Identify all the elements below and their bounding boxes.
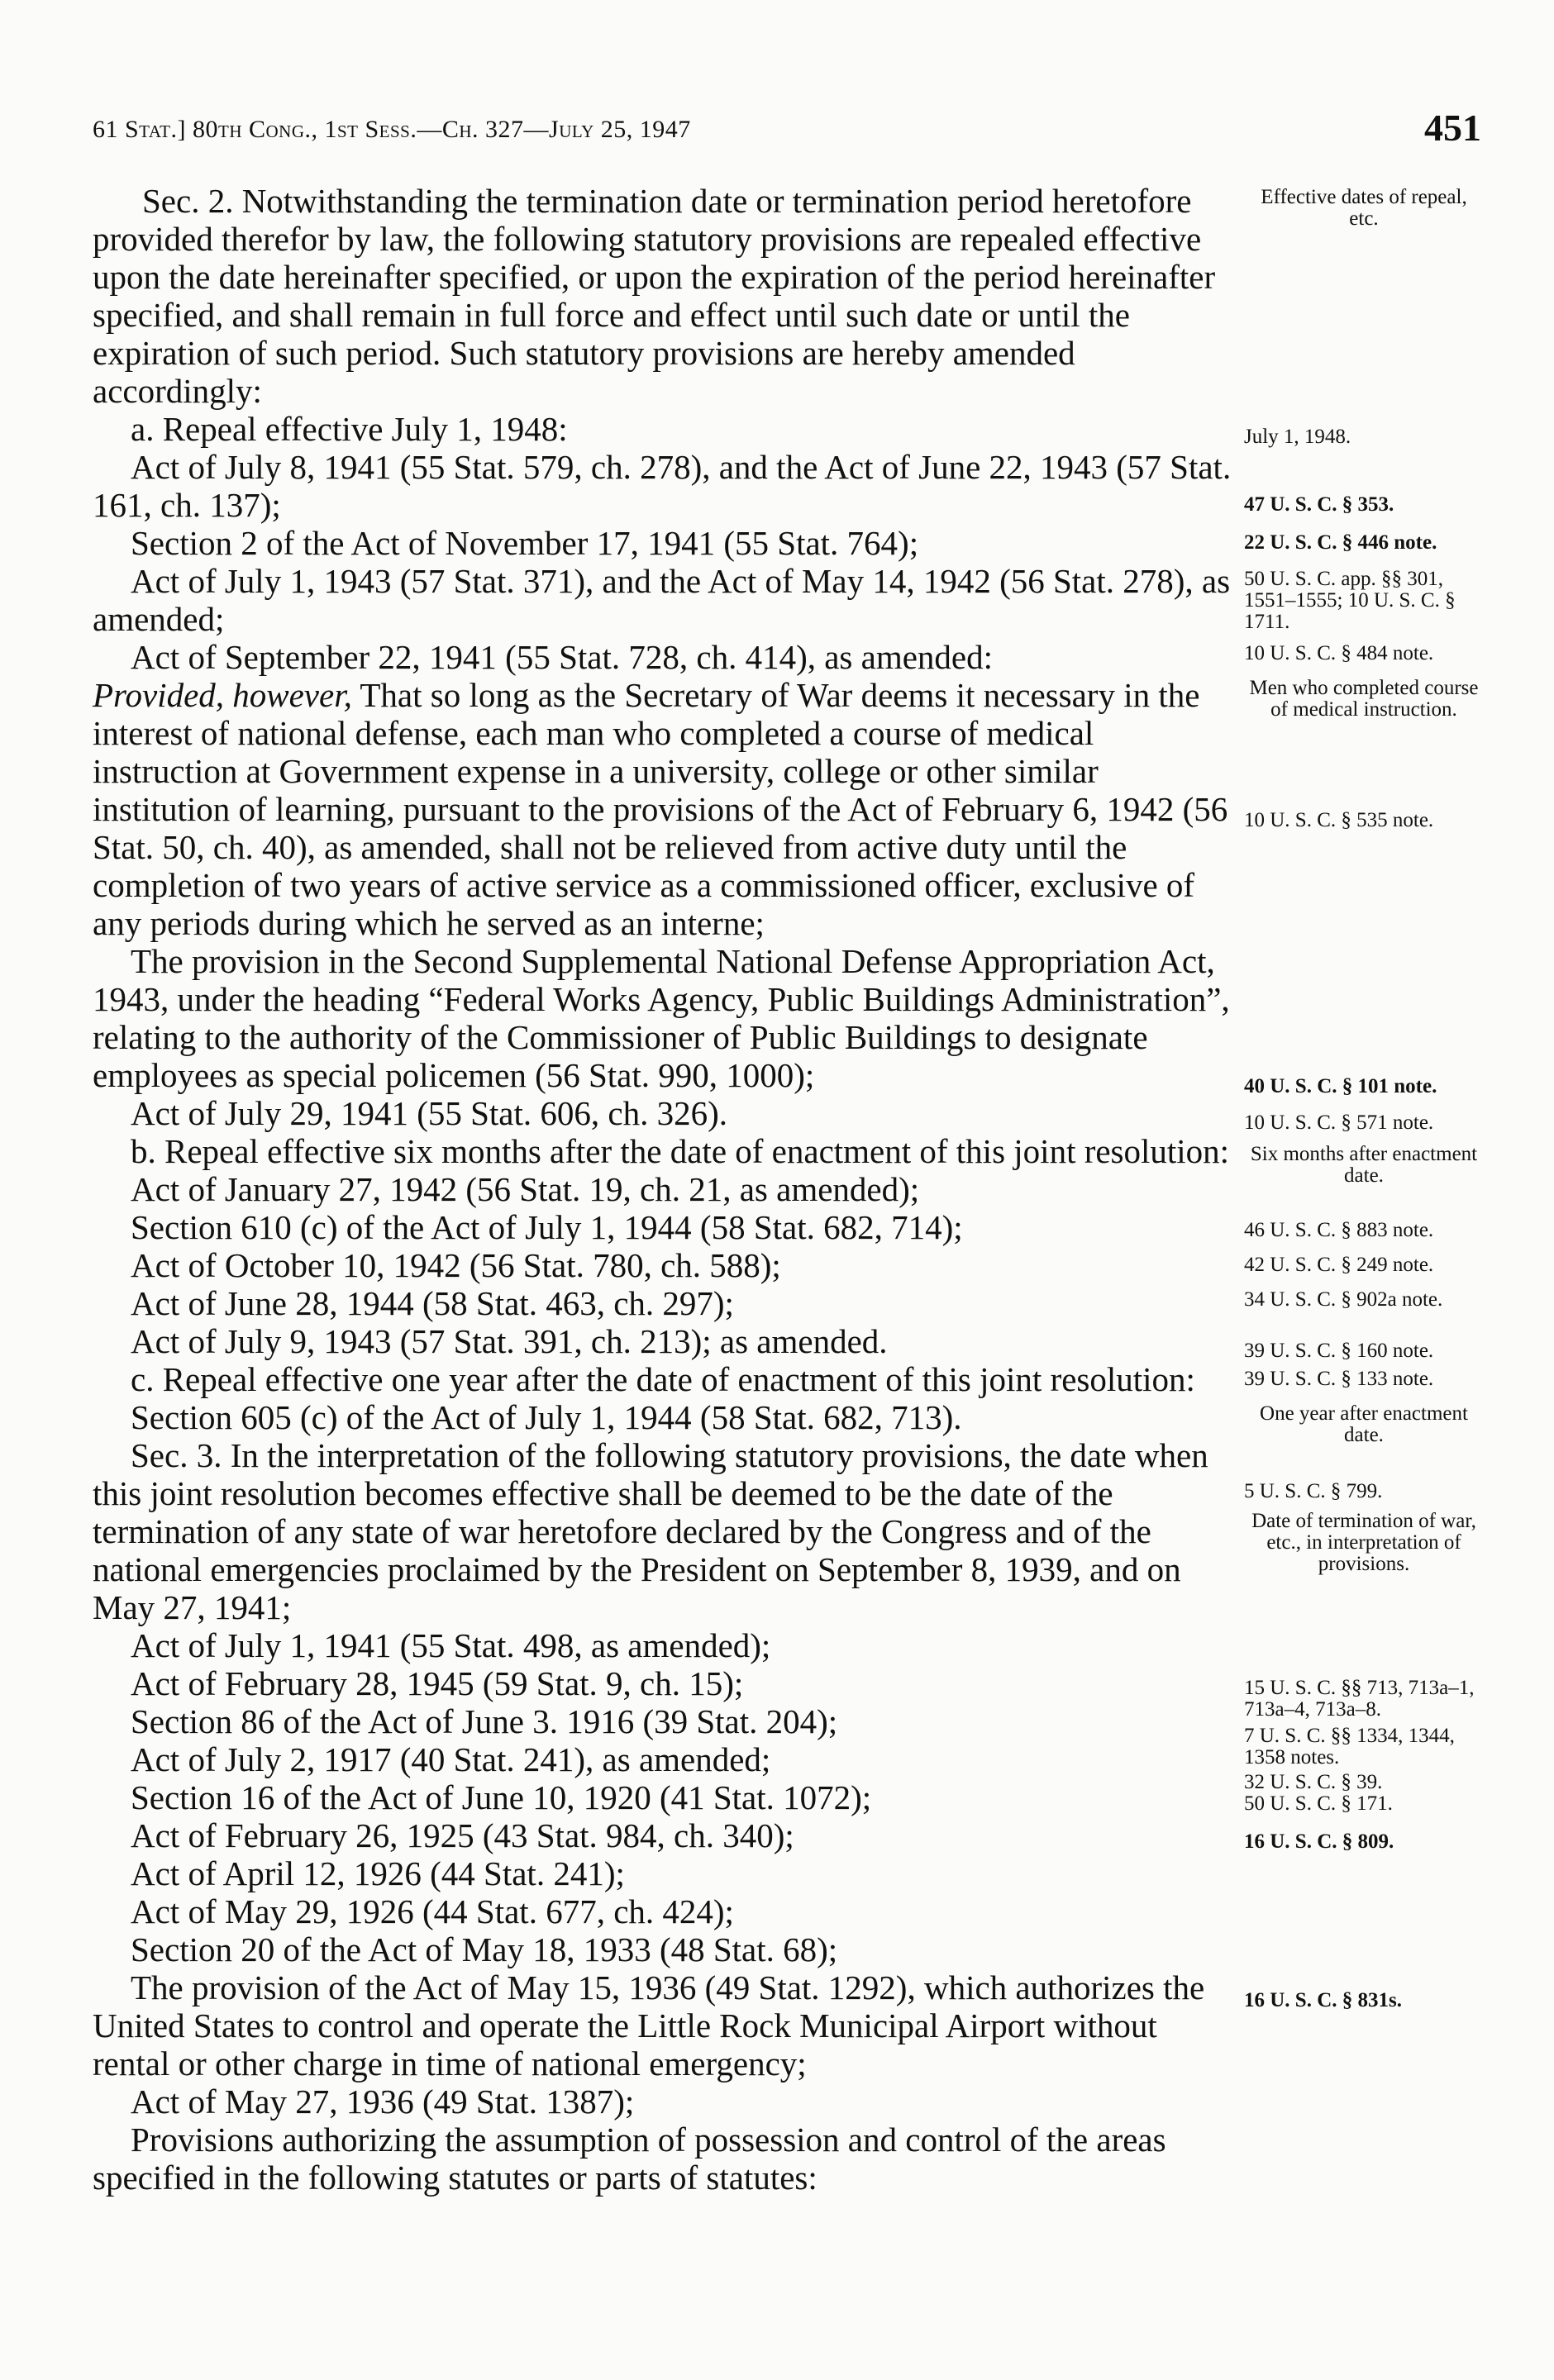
clause-c-item-1: Section 605 (c) of the Act of July 1, 1944 (58 Stat. 682, 713). [131, 1398, 962, 1436]
margin-note-34usc902a: 34 U. S. C. § 902a note. [1244, 1288, 1443, 1311]
margin-note-39usc133: 39 U. S. C. § 133 note. [1244, 1368, 1434, 1390]
margin-note-effective-dates: Effective dates of repeal, etc. [1261, 186, 1467, 230]
proviso-paragraph [93, 676, 1233, 942]
statute-text [93, 182, 1233, 2197]
margin-note-16usc831s: 16 U. S. C. § 831s. [1244, 1989, 1402, 2011]
sec3-item-1: Act of July 1, 1941 (55 Stat. 498, as amended); [131, 1626, 771, 1664]
margin-note-50usc171: 50 U. S. C. § 171. [1244, 1792, 1393, 1815]
margin-note-5usc799: 5 U. S. C. § 799. [1244, 1480, 1383, 1502]
running-head [93, 107, 1481, 169]
margin-note-32usc39: 32 U. S. C. § 39. [1244, 1771, 1383, 1793]
clause-b-item-4: Act of June 28, 1944 (58 Stat. 463, ch. 297); [131, 1284, 734, 1322]
margin-note-39usc160: 39 U. S. C. § 160 note. [1244, 1340, 1434, 1362]
sec3-item-5: Section 16 of the Act of June 10, 1920 (41 Stat. 1072); [131, 1778, 872, 1816]
proviso-italic-lead: Provided, however, [93, 676, 352, 714]
clause-b-item-2: Section 610 (c) of the Act of July 1, 1944 (58 Stat. 682, 714); [131, 1208, 963, 1246]
page-number: 451 [1424, 107, 1481, 149]
margin-note-16usc809: 16 U. S. C. § 809. [1244, 1830, 1394, 1853]
sec3-item-3: Section 86 of the Act of June 3. 1916 (39 Stat. 204); [131, 1702, 838, 1740]
clause-b-item-5: Act of July 9, 1943 (57 Stat. 391, ch. 213); as amended. [131, 1322, 888, 1360]
clause-a-item-6: Act of July 29, 1941 (55 Stat. 606, ch. 326). [131, 1094, 727, 1132]
margin-note-10usc484: 10 U. S. C. § 484 note. [1244, 642, 1434, 664]
margin-note-15usc713: 15 U. S. C. §§ 713, 713a–1, 713a–4, 713a–8. [1244, 1677, 1475, 1721]
sec3-item-9: Section 20 of the Act of May 18, 1933 (48 Stat. 68); [131, 1930, 838, 1968]
margin-note-50usc-app: 50 U. S. C. app. §§ 301, 1551–1555; 10 U. S. C. § 1711. [1244, 568, 1456, 633]
proviso-text: That so long as the Secretary of War deems it necessary in the interest of national defense, each man who completed a course of medical instruction at Government expense in a university, college or other similar institution of learning, pursuant to the provisions of the Act of February 6, 1942 (56 Stat. 50, ch. 40), as amended, shall not be relieved from active duty until the completion of two years of active service as a commissioned officer, exclusive of any periods during which he served as an interne; [93, 676, 1228, 942]
clause-a-heading: a. Repeal effective July 1, 1948: [131, 410, 568, 448]
margin-note-46usc883: 46 U. S. C. § 883 note. [1244, 1219, 1434, 1241]
clause-b-item-3: Act of October 10, 1942 (56 Stat. 780, ch. 588); [131, 1246, 781, 1284]
section-3-paragraph: Sec. 3. In the interpretation of the following statutory provisions, the date when this joint resolution becomes effective shall be deemed to be the date of the termination of any state of war heretofore declared by the Congress and of the national emergencies proclaimed by the President on September 8, 1939, and on May 27, 1941; [93, 1436, 1208, 1626]
clause-a-item-5: The provision in the Second Supplemental National Defense Appropriation Act, 1943, under the heading “Federal Works Agency, Public Buildings Administration”, relating to the authority of the Commissioner of Public Buildings to designate employees as special policemen (56 Stat. 990, 1000); [93, 942, 1230, 1094]
margin-note-july-1948: July 1, 1948. [1244, 426, 1351, 448]
clause-b-heading: b. Repeal effective six months after the date of enactment of this joint resolution: [131, 1132, 1230, 1170]
sec3-item-7: Act of April 12, 1926 (44 Stat. 241); [131, 1854, 625, 1892]
sec3-item-11: Act of May 27, 1936 (49 Stat. 1387); [131, 2082, 635, 2121]
margin-note-one-year: One year after enactment date. [1260, 1402, 1468, 1446]
margin-note-22usc446: 22 U. S. C. § 446 note. [1244, 531, 1437, 554]
sec3-item-6: Act of February 26, 1925 (43 Stat. 984, ch. 340); [131, 1816, 794, 1854]
sec3-item-2: Act of February 28, 1945 (59 Stat. 9, ch. 15); [131, 1664, 744, 1702]
margin-note-42usc249: 42 U. S. C. § 249 note. [1244, 1254, 1434, 1276]
sec3-item-10: The provision of the Act of May 15, 1936 (49 Stat. 1292), which authorizes the United States to control and operate the Little Rock Municipal Airport without rental or other charge in time of national emergency; [93, 1968, 1205, 2082]
margin-note-10usc571: 10 U. S. C. § 571 note. [1244, 1111, 1434, 1134]
clause-a-item-2: Section 2 of the Act of November 17, 1941 (55 Stat. 764); [131, 524, 919, 562]
margin-note-40usc101: 40 U. S. C. § 101 note. [1244, 1075, 1437, 1097]
margin-note-7usc1334: 7 U. S. C. §§ 1334, 1344, 1358 notes. [1244, 1725, 1455, 1768]
clause-a-item-4: Act of September 22, 1941 (55 Stat. 728, ch. 414), as amended: [131, 638, 993, 676]
clause-a-item-3: Act of July 1, 1943 (57 Stat. 371), and the Act of May 14, 1942 (56 Stat. 278), as amended; [93, 562, 1231, 638]
clause-a-item-1: Act of July 8, 1941 (55 Stat. 579, ch. 278), and the Act of June 22, 1943 (57 Stat. 161, ch. 137); [93, 448, 1232, 524]
sec3-item-4: Act of July 2, 1917 (40 Stat. 241), as amended; [131, 1740, 771, 1778]
margin-note-termination-of-war: Date of termination of war, etc., in interpretation of provisions. [1251, 1510, 1476, 1575]
section-2-paragraph: Sec. 2. Notwithstanding the termination date or termination period heretofore provided therefor by law, the following statutory provisions are repealed effective upon the date hereinafter specified, or upon the expiration of the period hereinafter specified, and shall remain in full force and effect until such date or until the expiration of such period. Such statutory provisions are hereby amended accordingly: [93, 182, 1216, 410]
margin-note-47usc353: 47 U. S. C. § 353. [1244, 493, 1394, 516]
margin-note-10usc535: 10 U. S. C. § 535 note. [1244, 809, 1434, 831]
sec3-item-8: Act of May 29, 1926 (44 Stat. 677, ch. 424); [131, 1892, 734, 1930]
clause-c-heading: c. Repeal effective one year after the date of enactment of this joint resolution: [131, 1360, 1195, 1398]
margin-note-six-months: Six months after enactment date. [1250, 1143, 1478, 1187]
margin-note-medical-instruction: Men who completed course of medical instruction. [1249, 677, 1479, 721]
clause-b-item-1: Act of January 27, 1942 (56 Stat. 19, ch. 21, as amended); [131, 1170, 920, 1208]
running-head-citation: 61 Stat.] 80th Cong., 1st Sess.—Ch. 327—July 25, 1947 [93, 116, 691, 143]
sec3-item-12: Provisions authorizing the assumption of possession and control of the areas specified in the following statutes or parts of statutes: [93, 2121, 1166, 2197]
